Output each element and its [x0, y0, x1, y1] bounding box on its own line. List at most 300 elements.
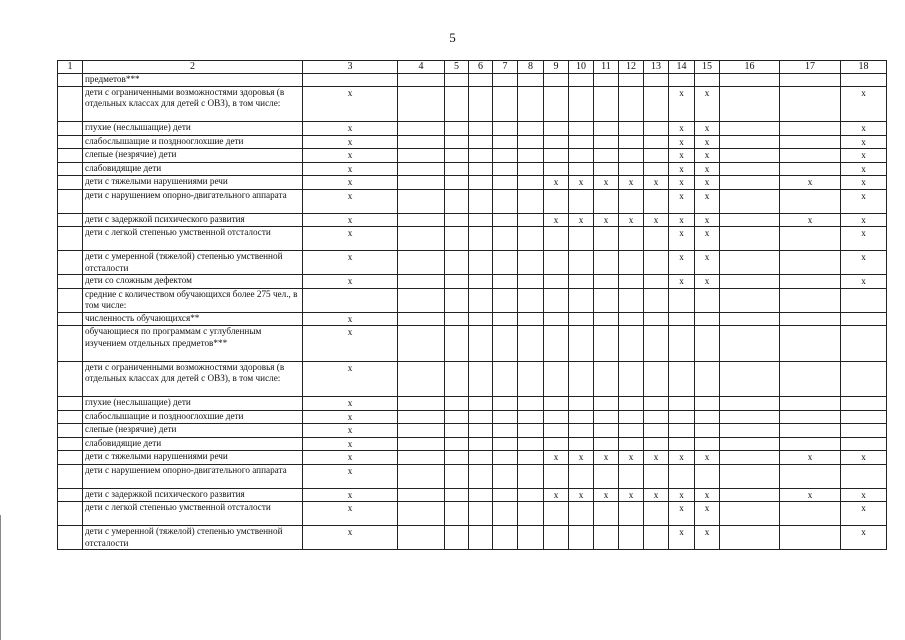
mark-cell-col-15: x — [695, 213, 720, 227]
mark-cell-col-14: x — [669, 189, 695, 213]
empty-cell — [780, 189, 841, 213]
empty-cell — [445, 361, 469, 397]
empty-cell — [398, 437, 445, 451]
empty-cell — [644, 526, 669, 550]
empty-cell — [619, 149, 644, 163]
empty-cell — [398, 502, 445, 526]
mark-cell-col-14: x — [669, 176, 695, 190]
empty-cell — [720, 275, 780, 289]
empty-cell — [469, 162, 493, 176]
row-number-cell — [58, 189, 83, 213]
empty-cell — [644, 326, 669, 362]
mark-cell-col-18: x — [841, 135, 887, 149]
empty-cell — [644, 74, 669, 87]
mark-cell-col-15: x — [695, 227, 720, 251]
mark-cell-col-18: x — [841, 526, 887, 550]
empty-cell — [780, 227, 841, 251]
empty-cell — [469, 189, 493, 213]
mark-cell-col-18: x — [841, 488, 887, 502]
empty-cell — [619, 275, 644, 289]
empty-cell — [569, 122, 594, 136]
row-number-cell — [58, 227, 83, 251]
empty-cell — [469, 275, 493, 289]
empty-cell — [445, 424, 469, 438]
empty-cell — [619, 122, 644, 136]
mark-cell-col-18: x — [841, 275, 887, 289]
empty-cell — [493, 326, 518, 362]
column-header-16: 16 — [720, 61, 780, 74]
mark-cell-col-10: x — [569, 488, 594, 502]
empty-cell — [644, 275, 669, 289]
empty-cell — [493, 251, 518, 275]
column-header-13: 13 — [644, 61, 669, 74]
empty-cell — [594, 135, 619, 149]
empty-cell — [841, 361, 887, 397]
row-number-cell — [58, 288, 83, 312]
empty-cell — [544, 149, 569, 163]
empty-cell — [569, 251, 594, 275]
row-number-cell — [58, 451, 83, 465]
empty-cell — [445, 437, 469, 451]
row-label: дети с нарушением опорно-двигательного аппарата — [83, 189, 303, 213]
row-label: дети с задержкой психического развития — [83, 213, 303, 227]
empty-cell — [469, 288, 493, 312]
empty-cell — [544, 397, 569, 411]
empty-cell — [594, 437, 619, 451]
row-label: дети с умеренной (тяжелой) степенью умственной отсталости — [83, 251, 303, 275]
mark-cell-col-3: x — [303, 451, 398, 465]
row-label: дети с умеренной (тяжелой) степенью умственной отсталости — [83, 526, 303, 550]
mark-cell-col-15: x — [695, 251, 720, 275]
empty-cell — [695, 312, 720, 326]
empty-cell — [720, 361, 780, 397]
empty-cell — [720, 464, 780, 488]
empty-cell — [303, 74, 398, 87]
mark-cell-col-11: x — [594, 488, 619, 502]
row-number-cell — [58, 488, 83, 502]
empty-cell — [569, 162, 594, 176]
empty-cell — [569, 437, 594, 451]
empty-cell — [518, 162, 544, 176]
mark-cell-col-14: x — [669, 86, 695, 122]
mark-cell-col-15: x — [695, 122, 720, 136]
empty-cell — [518, 502, 544, 526]
empty-cell — [469, 361, 493, 397]
mark-cell-col-17: x — [780, 213, 841, 227]
row-number-cell — [58, 361, 83, 397]
table-row — [58, 86, 887, 122]
row-label: средние с количеством обучающихся более 275 чел., в том числе: — [83, 288, 303, 312]
empty-cell — [695, 464, 720, 488]
mark-cell-col-3: x — [303, 213, 398, 227]
empty-cell — [469, 410, 493, 424]
mark-cell-col-12: x — [619, 176, 644, 190]
empty-cell — [493, 122, 518, 136]
empty-cell — [594, 312, 619, 326]
mark-cell-col-18: x — [841, 122, 887, 136]
page-number: 5 — [449, 30, 456, 45]
row-label: глухие (неслышащие) дети — [83, 397, 303, 411]
empty-cell — [445, 135, 469, 149]
empty-cell — [780, 526, 841, 550]
empty-cell — [544, 135, 569, 149]
empty-cell — [720, 451, 780, 465]
empty-cell — [720, 437, 780, 451]
empty-cell — [644, 502, 669, 526]
empty-cell — [493, 464, 518, 488]
empty-cell — [493, 451, 518, 465]
empty-cell — [780, 86, 841, 122]
table-row — [58, 361, 887, 397]
empty-cell — [669, 437, 695, 451]
mark-cell-col-18: x — [841, 213, 887, 227]
row-number-cell — [58, 149, 83, 163]
empty-cell — [544, 502, 569, 526]
empty-cell — [518, 464, 544, 488]
row-label: слабослышащие и позднооглохшие дети — [83, 135, 303, 149]
empty-cell — [644, 86, 669, 122]
empty-cell — [720, 122, 780, 136]
empty-cell — [445, 288, 469, 312]
empty-cell — [720, 227, 780, 251]
mark-cell-col-3: x — [303, 135, 398, 149]
empty-cell — [445, 526, 469, 550]
empty-cell — [594, 361, 619, 397]
empty-cell — [398, 488, 445, 502]
table-row — [58, 189, 887, 213]
empty-cell — [619, 288, 644, 312]
empty-cell — [780, 74, 841, 87]
row-number-cell — [58, 326, 83, 362]
empty-cell — [518, 397, 544, 411]
table-row — [58, 312, 887, 326]
empty-cell — [518, 361, 544, 397]
empty-cell — [619, 189, 644, 213]
row-number-cell — [58, 312, 83, 326]
row-number-cell — [58, 213, 83, 227]
empty-cell — [445, 149, 469, 163]
mark-cell-col-10: x — [569, 176, 594, 190]
empty-cell — [518, 74, 544, 87]
mark-cell-col-18: x — [841, 162, 887, 176]
row-label: обучающиеся по программам с углубленным изучением отдельных предметов*** — [83, 326, 303, 362]
empty-cell — [493, 502, 518, 526]
row-label: дети с тяжелыми нарушениями речи — [83, 451, 303, 465]
empty-cell — [695, 361, 720, 397]
empty-cell — [619, 312, 644, 326]
empty-cell — [720, 86, 780, 122]
column-header-2: 2 — [83, 61, 303, 74]
empty-cell — [398, 135, 445, 149]
empty-cell — [469, 326, 493, 362]
row-number-cell — [58, 86, 83, 122]
mark-cell-col-17: x — [780, 488, 841, 502]
empty-cell — [695, 437, 720, 451]
empty-cell — [841, 424, 887, 438]
empty-cell — [544, 74, 569, 87]
empty-cell — [398, 122, 445, 136]
row-label: предметов*** — [83, 74, 303, 87]
column-header-15: 15 — [695, 61, 720, 74]
empty-cell — [398, 326, 445, 362]
table-row — [58, 227, 887, 251]
mark-cell-col-14: x — [669, 526, 695, 550]
empty-cell — [469, 502, 493, 526]
empty-cell — [780, 502, 841, 526]
empty-cell — [445, 397, 469, 411]
mark-cell-col-15: x — [695, 275, 720, 289]
column-header-4: 4 — [398, 61, 445, 74]
mark-cell-col-3: x — [303, 312, 398, 326]
empty-cell — [445, 275, 469, 289]
empty-cell — [518, 227, 544, 251]
empty-cell — [544, 410, 569, 424]
empty-cell — [669, 464, 695, 488]
empty-cell — [695, 410, 720, 424]
table-row — [58, 135, 887, 149]
empty-cell — [594, 424, 619, 438]
empty-cell — [644, 135, 669, 149]
empty-cell — [445, 227, 469, 251]
table-row — [58, 326, 887, 362]
column-header-9: 9 — [544, 61, 569, 74]
empty-cell — [445, 251, 469, 275]
column-header-10: 10 — [569, 61, 594, 74]
mark-cell-col-12: x — [619, 488, 644, 502]
empty-cell — [544, 275, 569, 289]
empty-cell — [469, 227, 493, 251]
empty-cell — [594, 275, 619, 289]
row-number-cell — [58, 251, 83, 275]
empty-cell — [493, 288, 518, 312]
mark-cell-col-11: x — [594, 213, 619, 227]
empty-cell — [398, 86, 445, 122]
empty-cell — [469, 149, 493, 163]
empty-cell — [518, 326, 544, 362]
empty-cell — [780, 162, 841, 176]
mark-cell-col-15: x — [695, 502, 720, 526]
empty-cell — [780, 464, 841, 488]
column-header-17: 17 — [780, 61, 841, 74]
empty-cell — [569, 526, 594, 550]
empty-cell — [445, 213, 469, 227]
empty-cell — [493, 135, 518, 149]
mark-cell-col-12: x — [619, 451, 644, 465]
empty-cell — [303, 288, 398, 312]
empty-cell — [669, 312, 695, 326]
empty-cell — [644, 227, 669, 251]
empty-cell — [569, 86, 594, 122]
empty-cell — [720, 326, 780, 362]
empty-cell — [669, 288, 695, 312]
row-number-cell — [58, 424, 83, 438]
mark-cell-col-14: x — [669, 213, 695, 227]
empty-cell — [445, 326, 469, 362]
empty-cell — [518, 176, 544, 190]
empty-cell — [398, 176, 445, 190]
table-row — [58, 502, 887, 526]
empty-cell — [619, 251, 644, 275]
empty-cell — [569, 227, 594, 251]
empty-cell — [398, 213, 445, 227]
mark-cell-col-3: x — [303, 251, 398, 275]
empty-cell — [398, 162, 445, 176]
row-number-cell — [58, 135, 83, 149]
empty-cell — [569, 312, 594, 326]
empty-cell — [594, 288, 619, 312]
empty-cell — [594, 410, 619, 424]
column-header-12: 12 — [619, 61, 644, 74]
column-header-5: 5 — [445, 61, 469, 74]
mark-cell-col-3: x — [303, 275, 398, 289]
empty-cell — [445, 74, 469, 87]
mark-cell-col-15: x — [695, 451, 720, 465]
mark-cell-col-14: x — [669, 451, 695, 465]
empty-cell — [841, 464, 887, 488]
table-row — [58, 526, 887, 550]
empty-cell — [469, 451, 493, 465]
empty-cell — [493, 176, 518, 190]
empty-cell — [398, 275, 445, 289]
empty-cell — [841, 410, 887, 424]
empty-cell — [544, 122, 569, 136]
empty-cell — [619, 227, 644, 251]
empty-cell — [720, 189, 780, 213]
empty-cell — [398, 312, 445, 326]
empty-cell — [398, 149, 445, 163]
row-number-cell — [58, 74, 83, 87]
empty-cell — [469, 86, 493, 122]
empty-cell — [445, 122, 469, 136]
mark-cell-col-3: x — [303, 397, 398, 411]
row-number-cell — [58, 502, 83, 526]
mark-cell-col-3: x — [303, 122, 398, 136]
mark-cell-col-15: x — [695, 526, 720, 550]
mark-cell-col-13: x — [644, 213, 669, 227]
mark-cell-col-15: x — [695, 162, 720, 176]
empty-cell — [669, 410, 695, 424]
mark-cell-col-18: x — [841, 176, 887, 190]
empty-cell — [544, 227, 569, 251]
empty-cell — [780, 424, 841, 438]
mark-cell-col-11: x — [594, 451, 619, 465]
empty-cell — [720, 502, 780, 526]
empty-cell — [644, 162, 669, 176]
row-label: слабовидящие дети — [83, 162, 303, 176]
mark-cell-col-15: x — [695, 149, 720, 163]
mark-cell-col-9: x — [544, 451, 569, 465]
empty-cell — [518, 410, 544, 424]
empty-cell — [594, 227, 619, 251]
empty-cell — [445, 410, 469, 424]
empty-cell — [644, 437, 669, 451]
column-header-14: 14 — [669, 61, 695, 74]
mark-cell-col-15: x — [695, 488, 720, 502]
empty-cell — [469, 176, 493, 190]
empty-cell — [493, 424, 518, 438]
mark-cell-col-3: x — [303, 227, 398, 251]
mark-cell-col-12: x — [619, 213, 644, 227]
row-number-cell — [58, 397, 83, 411]
mark-cell-col-18: x — [841, 149, 887, 163]
table-row — [58, 251, 887, 275]
row-label: слепые (незрячие) дети — [83, 149, 303, 163]
empty-cell — [780, 361, 841, 397]
table-row — [58, 488, 887, 502]
empty-cell — [841, 312, 887, 326]
empty-cell — [493, 74, 518, 87]
empty-cell — [619, 410, 644, 424]
empty-cell — [518, 189, 544, 213]
mark-cell-col-17: x — [780, 451, 841, 465]
empty-cell — [398, 227, 445, 251]
empty-cell — [695, 397, 720, 411]
empty-cell — [493, 410, 518, 424]
empty-cell — [398, 424, 445, 438]
empty-cell — [569, 275, 594, 289]
empty-cell — [644, 149, 669, 163]
data-table — [57, 60, 887, 550]
mark-cell-col-14: x — [669, 122, 695, 136]
mark-cell-col-18: x — [841, 251, 887, 275]
empty-cell — [518, 437, 544, 451]
empty-cell — [445, 162, 469, 176]
table-row — [58, 149, 887, 163]
empty-cell — [469, 122, 493, 136]
empty-cell — [398, 288, 445, 312]
mark-cell-col-9: x — [544, 488, 569, 502]
empty-cell — [493, 213, 518, 227]
mark-cell-col-15: x — [695, 176, 720, 190]
empty-cell — [669, 326, 695, 362]
table-row — [58, 122, 887, 136]
empty-cell — [644, 464, 669, 488]
empty-cell — [518, 275, 544, 289]
empty-cell — [720, 176, 780, 190]
empty-cell — [544, 361, 569, 397]
empty-cell — [644, 312, 669, 326]
empty-cell — [720, 397, 780, 411]
mark-cell-col-3: x — [303, 502, 398, 526]
mark-cell-col-9: x — [544, 213, 569, 227]
empty-cell — [493, 437, 518, 451]
mark-cell-col-15: x — [695, 135, 720, 149]
empty-cell — [398, 74, 445, 87]
empty-cell — [445, 488, 469, 502]
row-label: дети с ограниченными возможностями здоровья (в отдельных классах для детей с ОВЗ), в том числе: — [83, 361, 303, 397]
mark-cell-col-18: x — [841, 189, 887, 213]
column-header-3: 3 — [303, 61, 398, 74]
table-row — [58, 176, 887, 190]
empty-cell — [398, 361, 445, 397]
empty-cell — [780, 251, 841, 275]
empty-cell — [518, 213, 544, 227]
empty-cell — [720, 74, 780, 87]
empty-cell — [619, 397, 644, 411]
empty-cell — [493, 86, 518, 122]
empty-cell — [544, 86, 569, 122]
empty-cell — [569, 189, 594, 213]
mark-cell-col-9: x — [544, 176, 569, 190]
empty-cell — [780, 122, 841, 136]
empty-cell — [398, 189, 445, 213]
empty-cell — [398, 464, 445, 488]
empty-cell — [445, 312, 469, 326]
empty-cell — [398, 251, 445, 275]
mark-cell-col-3: x — [303, 361, 398, 397]
empty-cell — [518, 488, 544, 502]
column-header-7: 7 — [493, 61, 518, 74]
